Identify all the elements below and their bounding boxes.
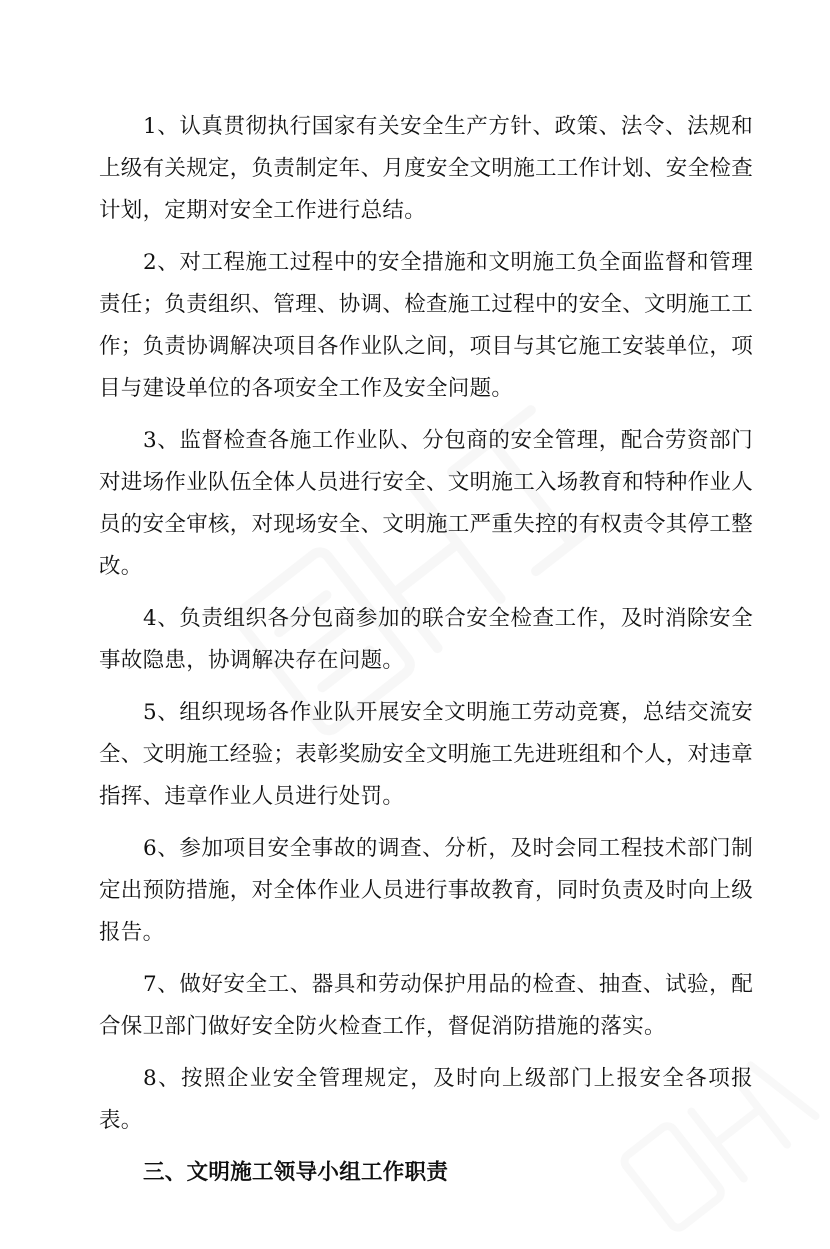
document-body: [99, 106, 753, 1194]
section-heading: 三、文明施工领导小组工作职责: [143, 1160, 449, 1185]
duty-item-3: 3、监督检查各施工作业队、分包商的安全管理，配合劳资部门对进场作业队伍全体人员进行安全、文明施工入场教育和特种作业人员的安全审核，对现场安全、文明施工严重失控的有权责令其停工整改。: [99, 428, 754, 579]
duty-item-1: 1、认真贯彻执行国家有关安全生产方针、政策、法令、法规和上级有关规定，负责制定年、月度安全文明施工工作计划、安全检查计划，定期对安全工作进行总结。: [99, 114, 754, 223]
duty-item-8: 8、按照企业安全管理规定，及时向上级部门上报安全各项报表。: [99, 1066, 753, 1133]
duty-item-5: 5、组织现场各作业队开展安全文明施工劳动竞赛，总结交流安全、文明施工经验；表彰奖励安全文明施工先进班组和个人，对违章指挥、违章作业人员进行处罚。: [99, 700, 754, 809]
duty-item-2: 2、对工程施工过程中的安全措施和文明施工负全面监督和管理责任；负责组织、管理、协调、检查施工过程中的安全、文明施工工作；负责协调解决项目各作业队之间，项目与其它施工安装单位，项目与建设单位的各项安全工作及安全问题。: [99, 250, 754, 401]
duty-item-4: 4、负责组织各分包商参加的联合安全检查工作，及时消除安全事故隐患，协调解决存在问题。: [99, 606, 753, 673]
duty-item-6: 6、参加项目安全事故的调查、分析，及时会同工程技术部门制定出预防措施，对全体作业人员进行事故教育，同时负责及时向上级报告。: [99, 836, 754, 945]
duty-item-7: 7、做好安全工、器具和劳动保护用品的检查、抽查、试验，配合保卫部门做好安全防火检查工作，督促消防措施的落实。: [99, 972, 753, 1039]
